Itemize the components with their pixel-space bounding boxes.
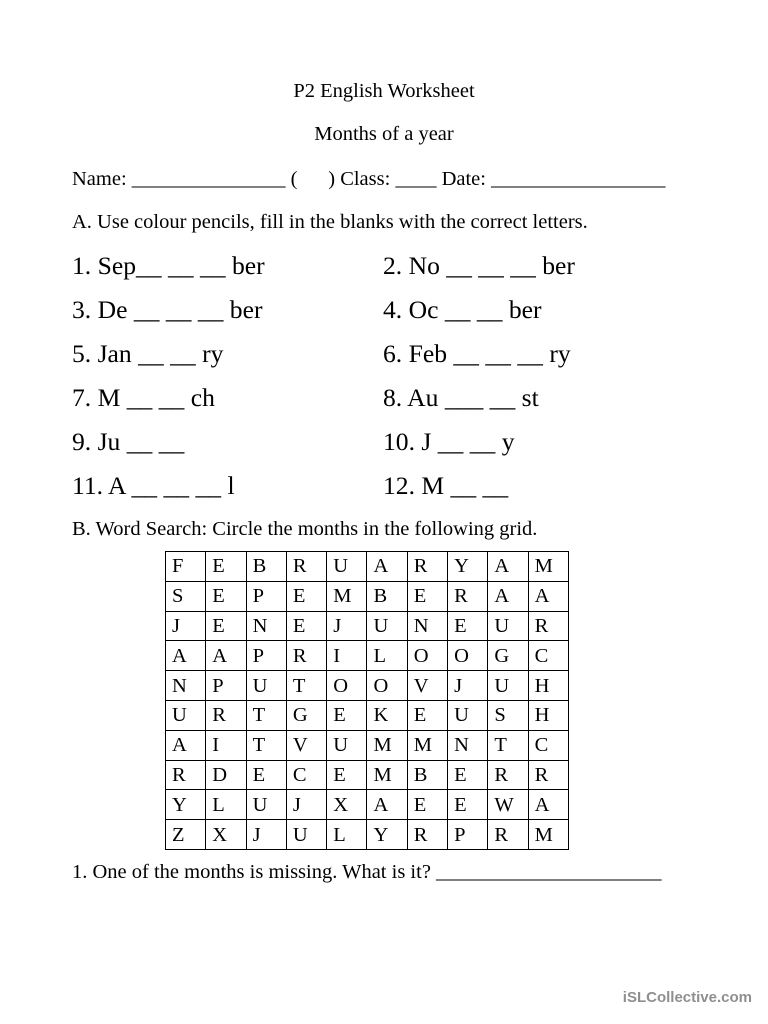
grid-cell: L <box>206 790 246 820</box>
grid-cell: J <box>448 671 488 701</box>
grid-cell: E <box>206 581 246 611</box>
grid-cell: T <box>246 700 286 730</box>
fill-in-item: 6. Feb __ __ __ ry <box>383 339 571 368</box>
grid-cell: A <box>206 641 246 671</box>
grid-cell: M <box>528 552 568 582</box>
grid-cell: A <box>488 552 528 582</box>
grid-cell: Y <box>367 820 407 850</box>
grid-cell: M <box>327 581 367 611</box>
grid-cell: E <box>407 700 447 730</box>
grid-cell: P <box>206 671 246 701</box>
grid-cell: M <box>528 820 568 850</box>
grid-row <box>166 760 569 790</box>
grid-cell: P <box>448 820 488 850</box>
grid-cell: N <box>166 671 206 701</box>
grid-cell: C <box>528 730 568 760</box>
grid-cell: R <box>448 581 488 611</box>
grid-cell: A <box>166 641 206 671</box>
date-blank: _________________ <box>491 168 666 190</box>
section-b-instruction: B. Word Search: Circle the months in the following grid. <box>72 518 538 540</box>
grid-cell: B <box>407 760 447 790</box>
grid-cell: R <box>528 611 568 641</box>
fill-in-item: 10. J __ __ y <box>383 427 515 456</box>
grid-cell: R <box>407 552 447 582</box>
grid-cell: C <box>286 760 326 790</box>
grid-cell: A <box>488 581 528 611</box>
grid-cell: M <box>407 730 447 760</box>
grid-cell: U <box>488 611 528 641</box>
grid-cell: U <box>246 790 286 820</box>
grid-cell: N <box>448 730 488 760</box>
grid-cell: S <box>488 700 528 730</box>
site-watermark: iSLCollective.com <box>622 989 752 1006</box>
word-search-grid <box>165 551 569 850</box>
grid-cell: P <box>246 641 286 671</box>
grid-cell: A <box>528 581 568 611</box>
grid-cell: J <box>166 611 206 641</box>
grid-cell: E <box>327 760 367 790</box>
class-label: Class: <box>340 168 391 190</box>
fill-in-item: 5. Jan __ __ ry <box>72 339 224 368</box>
grid-cell: N <box>246 611 286 641</box>
grid-cell: B <box>367 581 407 611</box>
grid-cell: E <box>286 581 326 611</box>
grid-cell: X <box>327 790 367 820</box>
grid-cell: E <box>206 611 246 641</box>
grid-cell: W <box>488 790 528 820</box>
grid-cell: X <box>206 820 246 850</box>
grid-cell: H <box>528 700 568 730</box>
grid-cell: O <box>367 671 407 701</box>
fill-in-item: 2. No __ __ __ ber <box>383 251 575 280</box>
grid-cell: E <box>448 611 488 641</box>
grid-row <box>166 790 569 820</box>
grid-cell: A <box>367 552 407 582</box>
grid-cell: U <box>246 671 286 701</box>
grid-row <box>166 581 569 611</box>
name-blank: _______________ <box>131 168 286 190</box>
grid-cell: U <box>286 820 326 850</box>
grid-cell: Z <box>166 820 206 850</box>
grid-cell: O <box>327 671 367 701</box>
grid-cell: V <box>407 671 447 701</box>
grid-cell: G <box>488 641 528 671</box>
fill-in-item: 4. Oc __ __ ber <box>383 295 542 324</box>
grid-cell: E <box>407 790 447 820</box>
grid-cell: E <box>407 581 447 611</box>
grid-cell: J <box>246 820 286 850</box>
grid-cell: L <box>327 820 367 850</box>
grid-cell: T <box>488 730 528 760</box>
grid-cell: B <box>246 552 286 582</box>
grid-cell: E <box>206 552 246 582</box>
grid-cell: V <box>286 730 326 760</box>
fill-in-item: 1. Sep__ __ __ ber <box>72 251 265 280</box>
grid-cell: P <box>246 581 286 611</box>
grid-cell: O <box>407 641 447 671</box>
grid-cell: R <box>166 760 206 790</box>
grid-cell: U <box>327 552 367 582</box>
grid-cell: T <box>286 671 326 701</box>
grid-cell: E <box>448 790 488 820</box>
grid-cell: R <box>528 760 568 790</box>
grid-cell: R <box>407 820 447 850</box>
student-info-line <box>72 167 665 191</box>
grid-cell: S <box>166 581 206 611</box>
grid-cell: K <box>367 700 407 730</box>
grid-cell: E <box>246 760 286 790</box>
grid-cell: R <box>488 820 528 850</box>
missing-month-question: 1. One of the months is missing. What is it? ______________________ <box>72 861 662 883</box>
grid-row <box>166 641 569 671</box>
fill-in-item: 9. Ju __ __ <box>72 427 185 456</box>
grid-row <box>166 611 569 641</box>
grid-cell: J <box>327 611 367 641</box>
name-label: Name: <box>72 168 127 190</box>
fill-in-item: 7. M __ __ ch <box>72 383 215 412</box>
grid-cell: N <box>407 611 447 641</box>
grid-cell: U <box>367 611 407 641</box>
grid-cell: M <box>367 730 407 760</box>
grid-cell: Y <box>166 790 206 820</box>
section-a-instruction: A. Use colour pencils, fill in the blanks with the correct letters. <box>72 211 588 233</box>
worksheet-title: P2 English Worksheet <box>293 80 475 102</box>
grid-cell: O <box>448 641 488 671</box>
grid-row <box>166 671 569 701</box>
grid-cell: I <box>327 641 367 671</box>
grid-cell: L <box>367 641 407 671</box>
grid-row <box>166 552 569 582</box>
grid-cell: U <box>166 700 206 730</box>
fill-in-item: 8. Au ___ __ st <box>383 383 539 412</box>
fill-in-item: 3. De __ __ __ ber <box>72 295 263 324</box>
grid-cell: D <box>206 760 246 790</box>
grid-cell: J <box>286 790 326 820</box>
grid-cell: T <box>246 730 286 760</box>
grid-cell: R <box>286 552 326 582</box>
class-blank: ____ <box>395 168 437 190</box>
grid-row <box>166 730 569 760</box>
fill-in-item: 12. M __ __ <box>383 471 509 500</box>
grid-cell: E <box>286 611 326 641</box>
grid-cell: G <box>286 700 326 730</box>
grid-cell: A <box>166 730 206 760</box>
grid-cell: A <box>367 790 407 820</box>
fill-in-item: 11. A __ __ __ l <box>72 471 235 500</box>
grid-row <box>166 820 569 850</box>
grid-cell: E <box>327 700 367 730</box>
worksheet-subtitle: Months of a year <box>314 123 454 145</box>
grid-cell: Y <box>448 552 488 582</box>
grid-cell: R <box>286 641 326 671</box>
grid-cell: U <box>327 730 367 760</box>
grid-cell: F <box>166 552 206 582</box>
date-label: Date: <box>441 168 486 190</box>
grid-cell: E <box>448 760 488 790</box>
grid-cell: R <box>488 760 528 790</box>
grid-cell: C <box>528 641 568 671</box>
grid-row <box>166 700 569 730</box>
fill-in-list <box>72 251 683 515</box>
grid-cell: U <box>488 671 528 701</box>
grid-cell: R <box>206 700 246 730</box>
grid-cell: M <box>367 760 407 790</box>
grid-cell: I <box>206 730 246 760</box>
class-number-blank: ( ) <box>290 168 336 190</box>
grid-cell: U <box>448 700 488 730</box>
grid-cell: A <box>528 790 568 820</box>
grid-cell: H <box>528 671 568 701</box>
